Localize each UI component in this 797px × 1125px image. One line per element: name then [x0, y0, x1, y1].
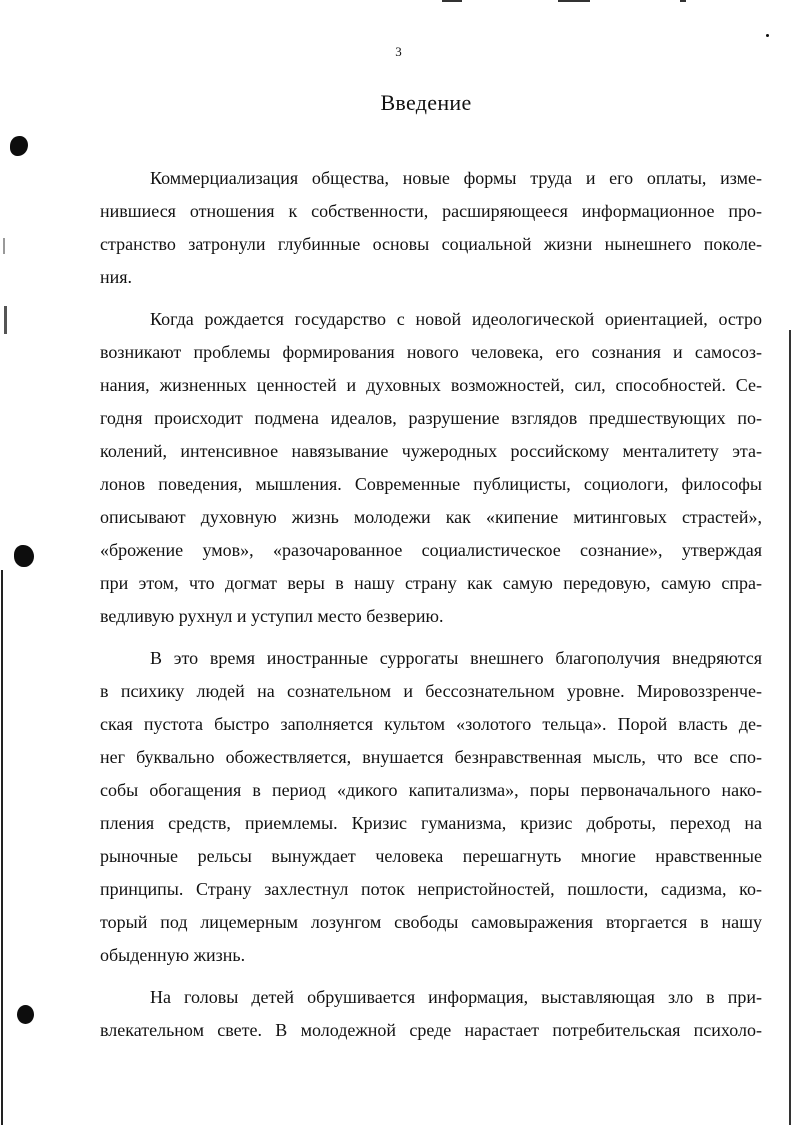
text-line: торый под лицемерным лозунгом свободы самовыражения вторгается в нашу	[100, 912, 762, 932]
paragraph-gap	[100, 633, 762, 642]
text-line: рыночные рельсы вынуждает человека перешагнуть многие нравственные	[100, 846, 762, 866]
binding-hole-mark	[17, 1005, 34, 1024]
text-line: собы обогащения в период «дикого капитализма», поры первоначального нако-	[100, 780, 762, 800]
text-line: возникают проблемы формирования нового человека, его сознания и самосоз-	[100, 342, 762, 362]
paragraph-gap	[100, 294, 762, 303]
text-line: описывают духовную жизнь молодежи как «кипение митинговых страстей»,	[100, 507, 762, 527]
text-line: нившиеся отношения к собственности, расширяющееся информационное про-	[100, 201, 762, 221]
paragraph-gap	[100, 972, 762, 981]
text-line: ская пустота быстро заполняется культом «золотого тельца». Порой власть де-	[100, 714, 762, 734]
text-line: Когда рождается государство с новой идеологической ориентацией, остро	[150, 309, 762, 329]
text-line: Коммерциализация общества, новые формы труда и его оплаты, изме-	[150, 168, 762, 188]
scan-artifact-top-rule	[558, 0, 590, 2]
text-line: лонов поведения, мышления. Современные публицисты, социологи, философы	[100, 474, 762, 494]
text-line: ния.	[100, 267, 133, 287]
text-line: нег буквально обожествляется, внушается безнравственная мысль, что все спо-	[100, 747, 762, 767]
scan-edge-right	[789, 330, 791, 1125]
text-line: годня происходит подмена идеалов, разрушение взглядов предшествующих по-	[100, 408, 762, 428]
binding-hole-mark	[14, 545, 34, 567]
text-line: принципы. Страну захлестнул поток непристойностей, пошлости, садизма, ко-	[100, 879, 762, 899]
scan-artifact-top-rule	[442, 0, 462, 2]
text-line: пления средств, приемлемы. Кризис гуманизма, кризис доброты, переход на	[100, 813, 762, 833]
text-line: В это время иностранные суррогаты внешнего благополучия внедряются	[150, 648, 762, 668]
text-line: в психику людей на сознательном и бессознательном уровне. Мировоззренче-	[100, 681, 762, 701]
text-line: обыденную жизнь.	[100, 945, 246, 965]
scan-artifact-dot	[766, 34, 769, 37]
document-body	[100, 162, 762, 1047]
page-number: 3	[395, 44, 402, 59]
page-title: Введение	[380, 90, 472, 115]
text-line: нания, жизненных ценностей и духовных возможностей, сил, способностей. Се-	[100, 375, 762, 395]
text-line: ведливую рухнул и уступил место безверию.	[100, 606, 444, 626]
scan-edge-left	[1, 570, 3, 1125]
text-line: влекательном свете. В молодежной среде нарастает потребительская психоло-	[100, 1020, 762, 1040]
text-line: На головы детей обрушивается информация, выставляющая зло в при-	[150, 987, 762, 1007]
scan-artifact-speck	[3, 238, 5, 254]
binding-hole-mark	[10, 136, 28, 156]
scan-artifact-speck	[4, 306, 7, 334]
text-line: при этом, что догмат веры в нашу страну как самую передовую, самую спра-	[100, 573, 762, 593]
text-line: «брожение умов», «разочарованное социалистическое сознание», утверждая	[100, 540, 762, 560]
text-line: колений, интенсивное навязывание чужеродных российскому менталитету эта-	[100, 441, 762, 461]
scan-artifact-top-rule	[680, 0, 686, 2]
text-line: странство затронули глубинные основы социальной жизни нынешнего поколе-	[100, 234, 762, 254]
